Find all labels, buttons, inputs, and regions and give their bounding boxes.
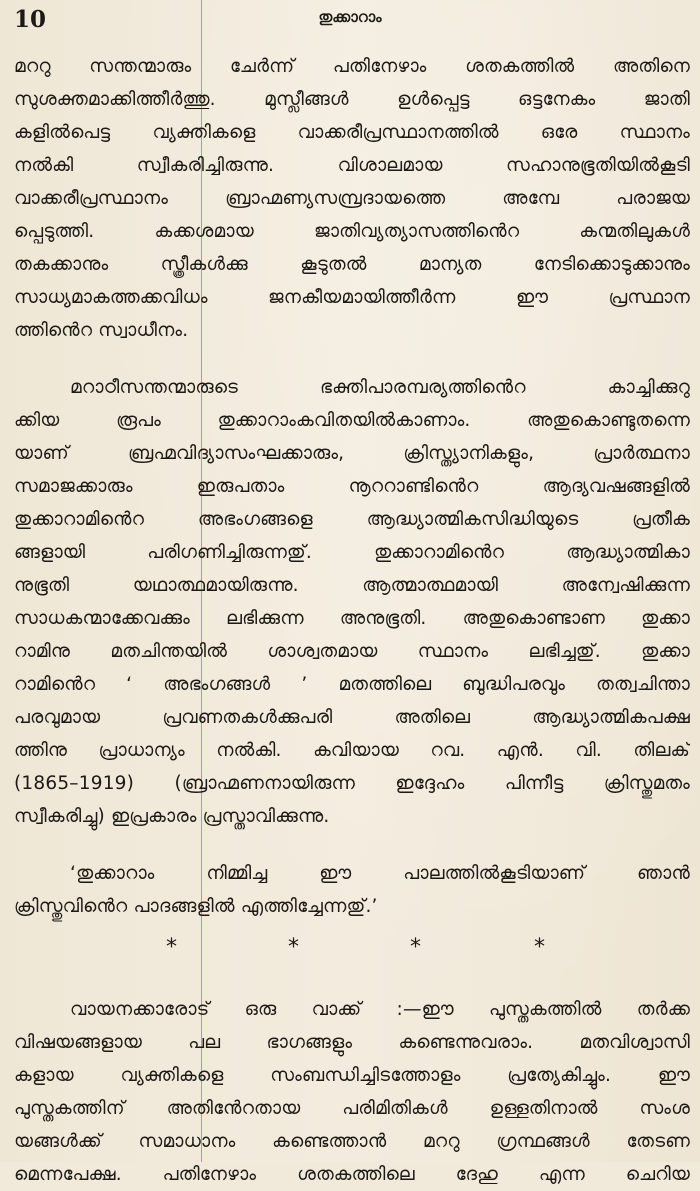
text-line: (1865–1919) (ബ്രാഹ്മണനായിരുന്ന ഇദ്ദേഹം പിന്നീട്ട ക്രിസ്തുമതം [14, 773, 690, 794]
separator-star: * [410, 935, 421, 960]
text-line: നൽകി സ്വീകരിച്ചിരുന്നു. വിശാലമായ സഹാനുഭൂതിയിൽകൂടി [14, 155, 690, 176]
running-title: തുക്കാറാം [318, 8, 382, 26]
text-line: സമാജക്കാരും ഇരുപതാം നൂററാണ്ടിൻെറ ആദ്യവഷങ്ങളിൽ [14, 476, 690, 497]
text-line: റാമിനു മതചിന്തയിൽ ശാശ്വതമായ സ്ഥാനം ലഭിച്ചതു്. തുക്കാ [14, 641, 690, 662]
page-header [0, 0, 700, 40]
paragraph-gap [14, 833, 690, 857]
text-line: പരവുമായ പ്രവണതകൾക്കുപരി അതിലെ ആദ്ധ്യാത്മികപക്ഷ [14, 707, 690, 728]
paragraph [14, 371, 690, 833]
text-line: യങ്ങൾക്ക് സമാധാനം കണ്ടെത്താൻ മററു ഗ്രന്ഥങ്ങൾ തേടണ [14, 1131, 690, 1152]
page-body [14, 50, 690, 1191]
text-line: സുശക്തമാക്കിത്തീർത്തു. മുസ്ലീങ്ങൾ ഉൾപ്പെട്ട ഒട്ടനേകം ജാതി [14, 89, 690, 110]
text-line: തകക്കാനും സ്ത്രീകൾക്കു കൂടുതൽ മാന്യത നേടിക്കൊടുക്കാനും [14, 254, 690, 275]
text-line: ‘തുക്കാറാം നിമ്മിച്ച ഈ പാലത്തിൽകൂടിയാണ് ഞാൻ [70, 863, 690, 884]
text-line: സാധകന്മാക്കേവക്കും ലഭിക്കുന്ന അനുഭൂതി. അതുകൊണ്ടാണ തുക്കാ [14, 608, 690, 629]
separator-star: * [288, 935, 299, 960]
text-line: കളിൽപെട്ട വ്യക്തികളെ വാക്കരീപ്രസ്ഥാനത്തിൽ ഒരേ സ്ഥാനം [14, 122, 690, 143]
separator-star: * [166, 935, 177, 960]
quote-block [14, 857, 690, 923]
text-line: നുഭൂതി യഥാത്ഥമായിരുന്നു. ആത്മാത്ഥമായി അന്വേഷിക്കുന്ന [14, 575, 690, 596]
text-line: കളായ വ്യക്തികളെ സംബന്ധിച്ചിടത്തോളം പ്രത്യേകിച്ചും. ഈ [14, 1065, 690, 1086]
separator-star: * [534, 935, 545, 960]
text-line: റാമിൻെറ ‘ അഭംഗങ്ങൾ ’ മതത്തിലെ ബുദ്ധിപരവും തത്വചിന്താ [14, 674, 690, 695]
closing-paragraph [14, 993, 690, 1191]
text-line: പുസ്തകത്തിന് അതിൻേറതായ പരിമിതികൾ ഉള്ളതിനാൽ സംശ [14, 1098, 690, 1119]
text-line: വിഷയങ്ങളായ പല ഭാഗങ്ങളും കണ്ടെന്നുവരാം. മതവിശ്വാസി [14, 1032, 690, 1053]
text-line: ക്രിസ്തുവിൻെറ പാദങ്ങളിൽ എത്തിച്ചേന്നതു്.’ [14, 896, 378, 917]
text-line: വാക്കരീപ്രസ്ഥാനം ബ്രാഹ്മണ്യസമ്പ്രദായത്തെ അമ്പേ പരാജയ [14, 188, 690, 209]
page-number: 10 [14, 6, 47, 33]
text-line: യാണ് ബ്രഹ്മവിദ്യാസംഘക്കാരും, ക്രിസ്ത്യാനികളും, പ്രാർത്ഥനാ [14, 443, 690, 464]
text-line: ത്തിനു പ്രാധാന്യം നൽകി. കവിയായ റവ. എൻ. വി. തിലക് [14, 740, 690, 761]
paragraph-gap [14, 347, 690, 371]
text-line: ങ്ങളായി പരിഗണിച്ചിരുന്നതു്. തുക്കാറാമിൻെറ ആദ്ധ്യാത്മികാ [14, 542, 690, 563]
text-line: വായനക്കാരോട് ഒരു വാക്ക് :—ഈ പുസ്തകത്തിൽ തർക്ക [70, 999, 690, 1020]
text-line: സാധ്യമാകത്തക്കവിധം ജനകീയമായിത്തീർന്ന ഈ പ്രസ്ഥാന [14, 287, 690, 308]
text-line: പ്പെടുത്തി. കക്കശമായ ജാതിവ്യത്യാസത്തിൻെറ കന്മതിലുകൾ [14, 221, 690, 242]
text-line: മറാഠീസന്തന്മാരുടെ ഭക്തിപാരമ്പര്യത്തിൻെറ കാച്ചിക്കുറു [70, 377, 690, 398]
text-line: ത്തിൻെറ സ്വാധീനം. [14, 320, 189, 341]
paragraph-gap [14, 983, 690, 993]
text-line: മെന്നപേക്ഷ. പതിനേഴാം ശതകത്തിലെ ദേഹു എന്ന ചെറിയ [14, 1164, 690, 1185]
text-line: തുക്കാറാമിൻെറ അഭംഗങ്ങളെ ആദ്ധ്യാത്മികസിദ്ധിയുടെ പ്രതീക [14, 509, 690, 530]
text-line: മററു സന്തന്മാരും ചേർന്ന് പതിനേഴാം ശതകത്തിൽ അതിനെ [14, 56, 690, 77]
section-separator [14, 923, 690, 983]
text-line: ക്കിയ രൂപം തുക്കാറാംകവിതയിൽകാണാം. അതുകൊണ്ടുതന്നെ [14, 410, 690, 431]
paragraph [14, 50, 690, 347]
text-line: സ്വീകരിച്ചു) ഇപ്രകാരം പ്രസ്താവിക്കുന്നു. [14, 806, 330, 827]
